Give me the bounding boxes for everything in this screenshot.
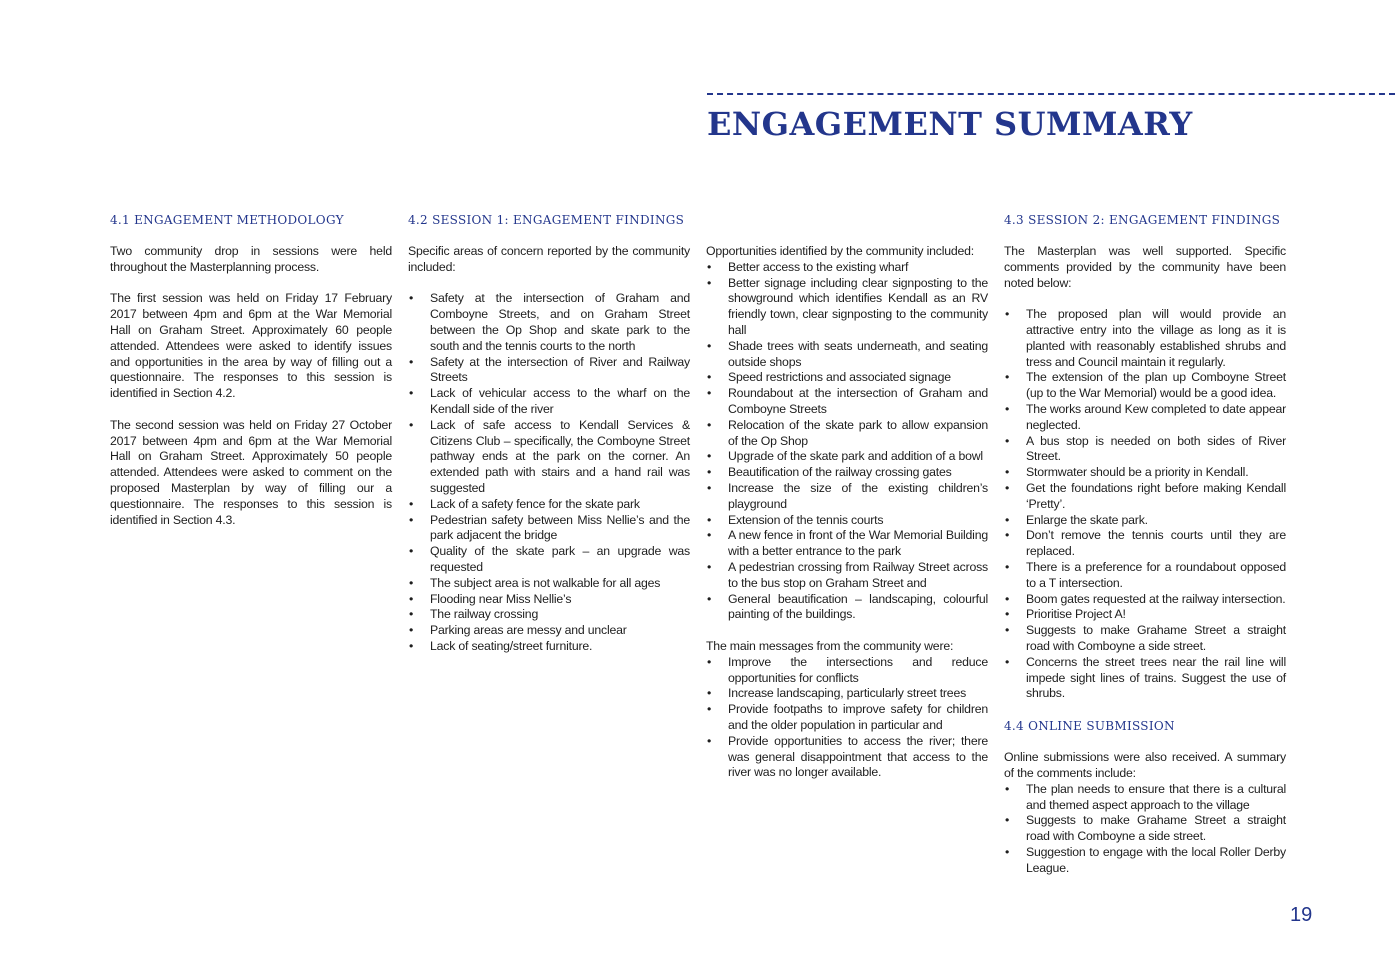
list-item: • A new fence in front of the War Memorial Building with a better entrance to the park — [706, 528, 988, 560]
list-item: • Extension of the tennis courts — [706, 513, 988, 529]
paragraph: Opportunities identified by the community included: — [706, 244, 974, 258]
list-item: • Pedestrian safety between Miss Nellie’s and the park adjacent the bridge — [408, 513, 690, 545]
list-item: • Shade trees with seats underneath, and seating outside shops — [706, 339, 988, 371]
paragraph: The Masterplan was well supported. Specific comments provided by the community have been noted below: — [1004, 244, 1286, 290]
section-engagement-methodology — [110, 212, 392, 528]
section-heading: 4.3 SESSION 2: ENGAGEMENT FINDINGS — [1004, 213, 1281, 227]
list-item: • Lack of seating/street furniture. — [408, 639, 690, 655]
list-item: • Better access to the existing wharf — [706, 260, 988, 276]
list-item: • Suggests to make Grahame Street a straight road with Comboyne a side street. — [1004, 623, 1286, 655]
list-item: • Safety at the intersection of River and Railway Streets — [408, 355, 690, 387]
list-item: • Provide footpaths to improve safety for children and the older population in particular and — [706, 702, 988, 734]
section-heading-online-submission: 4.4 ONLINE SUBMISSION — [1004, 719, 1175, 734]
list-item: • Parking areas are messy and unclear — [408, 623, 690, 639]
dashed-header-rule — [707, 93, 1395, 95]
list-item: • There is a preference for a roundabout opposed to a T intersection. — [1004, 560, 1286, 592]
list-item: • Prioritise Project A! — [1004, 607, 1286, 623]
list-item: • Concerns the street trees near the rail line will impede sight lines of trains. Suggest the use of shrubs. — [1004, 655, 1286, 702]
list-item: • Quality of the skate park – an upgrade was requested — [408, 544, 690, 576]
list-item: • Boom gates requested at the railway intersection. — [1004, 592, 1286, 608]
list-item: • Suggestion to engage with the local Roller Derby League. — [1004, 845, 1286, 877]
list-item: • Lack of vehicular access to the wharf on the Kendall side of the river — [408, 386, 690, 418]
list-item: • Beautification of the railway crossing gates — [706, 465, 988, 481]
list-item: • Provide opportunities to access the river; there was general disappointment that access to the river was no longer available. — [706, 734, 988, 781]
list-item: • Enlarge the skate park. — [1004, 513, 1286, 529]
page-number: 19 — [1290, 904, 1313, 926]
list-item: • A pedestrian crossing from Railway Street across to the bus stop on Graham Street and — [706, 560, 988, 592]
paragraph: The main messages from the community were: — [706, 638, 954, 653]
comments-list — [1004, 307, 1286, 702]
list-item: • Upgrade of the skate park and addition of a bowl — [706, 449, 988, 465]
list-item: • Lack of safe access to Kendall Services & Citizens Club – specifically, the Comboyne Street pathway ends at the park on the corner. An extended path with stairs and a hand rail was suggested — [408, 418, 690, 497]
paragraph: Specific areas of concern reported by the community included: — [408, 244, 690, 274]
paragraph: The first session was held on Friday 17 February 2017 between 4pm and 6pm at the War Memorial Hall on Graham Street. Approximately 60 people attended. Attendees were asked to identify issues and opportunities in the area by way of filling out a questionnaire. The responses to this session is identified in Section 4.2. — [110, 291, 392, 401]
list-item: • A bus stop is needed on both sides of River Street. — [1004, 434, 1286, 466]
paragraph: The second session was held on Friday 27 October 2017 between 4pm and 6pm at the War Memorial Hall on Graham Street. Approximately 50 people attended. Attendees were asked to comment on the proposed Masterplan by way of filling our a questionnaire. The responses to this session is identified in Section 4.3. — [110, 417, 392, 527]
list-item: • Stormwater should be a priority in Kendall. — [1004, 465, 1286, 481]
section-session-1-findings — [408, 212, 690, 655]
messages-list — [706, 655, 988, 781]
section-session-2-findings — [1004, 212, 1286, 876]
concerns-list — [408, 291, 690, 654]
online-submission-list — [1004, 782, 1286, 877]
list-item: • The railway crossing — [408, 607, 690, 623]
list-item: • Suggests to make Grahame Street a straight road with Comboyne a side street. — [1004, 813, 1286, 845]
list-item: • Safety at the intersection of Graham and Comboyne Streets, and on Graham Street between the Op Shop and skate park to the south and the tennis courts to the north — [408, 291, 690, 354]
list-item: • Relocation of the skate park to allow expansion of the Op Shop — [706, 418, 988, 450]
list-item: • Increase landscaping, particularly street trees — [706, 686, 988, 702]
paragraph: Two community drop in sessions were held throughout the Masterplanning process. — [110, 244, 392, 274]
list-item: • The plan needs to ensure that there is a cultural and themed aspect approach to the village — [1004, 782, 1286, 814]
list-item: • Roundabout at the intersection of Graham and Comboyne Streets — [706, 386, 988, 418]
list-item: • Lack of a safety fence for the skate park — [408, 497, 690, 513]
opportunities-list — [706, 260, 988, 623]
list-item: • Don’t remove the tennis courts until they are replaced. — [1004, 528, 1286, 560]
list-item: • General beautification – landscaping, colourful painting of the buildings. — [706, 592, 988, 624]
list-item: • Get the foundations right before making Kendall ‘Pretty’. — [1004, 481, 1286, 513]
list-item: • The extension of the plan up Comboyne Street (up to the War Memorial) would be a good idea. — [1004, 370, 1286, 402]
section-heading: 4.1 ENGAGEMENT METHODOLOGY — [110, 213, 344, 227]
page-title: ENGAGEMENT SUMMARY — [707, 105, 1193, 143]
list-item: • The subject area is not walkable for all ages — [408, 576, 690, 592]
list-item: • The works around Kew completed to date appear neglected. — [1004, 402, 1286, 434]
list-item: • Improve the intersections and reduce opportunities for conflicts — [706, 655, 988, 687]
list-item: • Better signage including clear signposting to the showground which identifies Kendall as an RV friendly town, clear signposting to the community hall — [706, 276, 988, 339]
list-item: • Speed restrictions and associated signage — [706, 370, 988, 386]
section-session-1-findings-continued — [706, 212, 988, 781]
list-item: • Flooding near Miss Nellie’s — [408, 592, 690, 608]
list-item: • Increase the size of the existing children’s playground — [706, 481, 988, 513]
section-heading: 4.2 SESSION 1: ENGAGEMENT FINDINGS — [408, 213, 685, 227]
paragraph: Online submissions were also received. A summary of the comments include: — [1004, 750, 1286, 780]
list-item: • The proposed plan will would provide an attractive entry into the village as long as it is planted with reasonably established shrubs and tress and Council maintain it regularly. — [1004, 307, 1286, 370]
